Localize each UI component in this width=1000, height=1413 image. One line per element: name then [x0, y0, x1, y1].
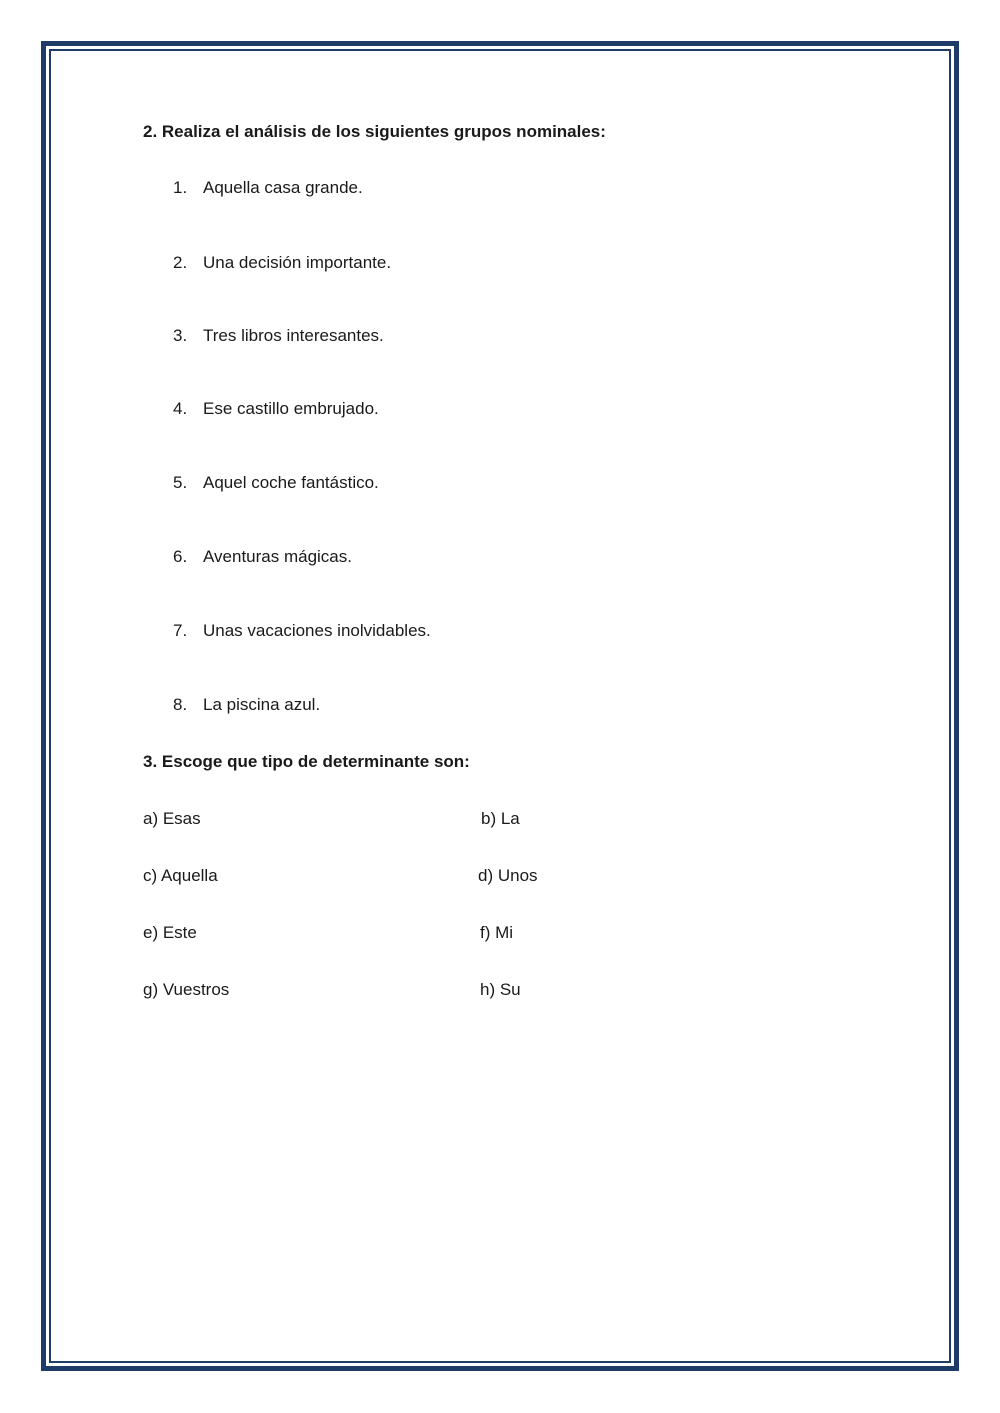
list-item-2	[173, 253, 391, 273]
list-item-text: Aquel coche fantástico.	[203, 473, 379, 492]
list-item-5	[173, 473, 379, 493]
list-item-1	[173, 178, 363, 198]
list-item-text: Unas vacaciones inolvidables.	[203, 621, 431, 640]
list-item-text: Aquella casa grande.	[203, 178, 363, 197]
list-item-number: 2.	[173, 253, 188, 272]
list-item-7	[173, 621, 431, 641]
option-c: c) Aquella	[143, 866, 218, 885]
list-item-text: La piscina azul.	[203, 695, 321, 714]
list-item-number: 4.	[173, 399, 188, 418]
option-e: e) Este	[143, 923, 197, 942]
list-item-6	[173, 547, 352, 567]
option-h: h) Su	[480, 980, 521, 999]
option-g: g) Vuestros	[143, 980, 230, 999]
list-item-number: 1.	[173, 178, 188, 197]
list-item-number: 7.	[173, 621, 188, 640]
list-item-number: 5.	[173, 473, 188, 492]
section-3-heading: 3. Escoge que tipo de determinante son:	[143, 752, 470, 771]
list-item-8	[173, 695, 320, 715]
option-f: f) Mi	[480, 923, 514, 942]
list-item-text: Aventuras mágicas.	[203, 547, 352, 566]
list-item-number: 6.	[173, 547, 188, 566]
list-item-number: 3.	[173, 326, 188, 345]
list-item-3	[173, 326, 384, 346]
section-2-heading: 2. Realiza el análisis de los siguientes grupos nominales:	[143, 122, 606, 141]
list-item-number: 8.	[173, 695, 188, 714]
option-a: a) Esas	[143, 809, 201, 828]
list-item-4	[173, 399, 379, 419]
option-d: d) Unos	[478, 866, 538, 885]
list-item-text: Una decisión importante.	[203, 253, 392, 272]
list-item-text: Tres libros interesantes.	[203, 326, 384, 345]
option-b: b) La	[481, 809, 520, 828]
list-item-text: Ese castillo embrujado.	[203, 399, 379, 418]
